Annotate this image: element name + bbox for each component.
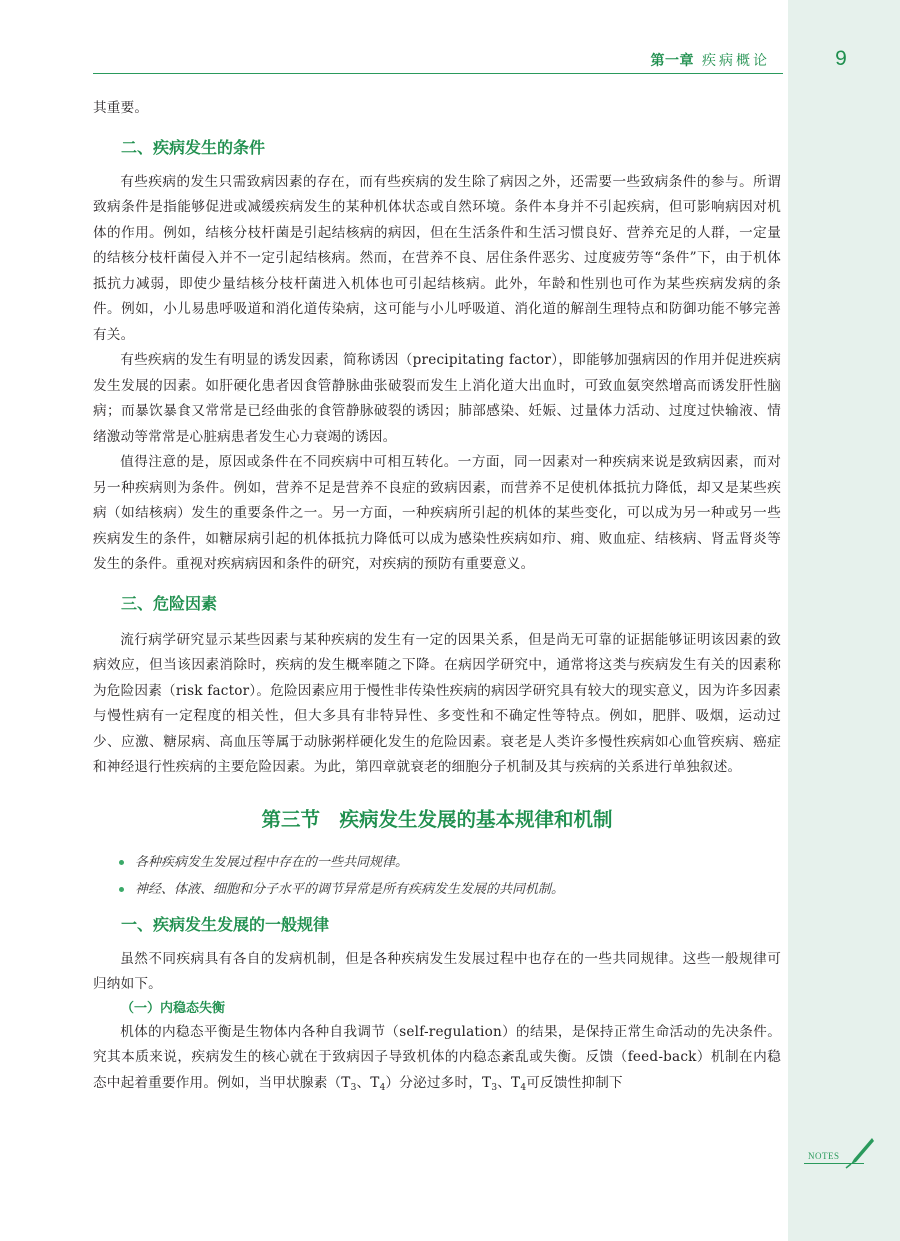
notes-label: NOTES <box>808 1151 840 1161</box>
bullet-icon <box>119 860 124 865</box>
section-title: 第三节 疾病发生发展的基本规律和机制 <box>261 807 613 831</box>
bullet-icon <box>119 887 124 892</box>
key-point: 各种疾病发生发展过程中存在的一些共同规律。 <box>119 849 781 876</box>
page-number: 9 <box>835 47 847 70</box>
running-header <box>560 50 770 70</box>
key-point: 神经、体液、细胞和分子水平的调节异常是所有疾病发生发展的共同机制。 <box>119 876 781 903</box>
paragraph: 值得注意的是，原因或条件在不同疾病中可相互转化。一方面，同一因素对一种疾病来说是致病因素，而对另一种疾病则为条件。例如，营养不足是营养不良症的致病因素，而营养不足使机体抵抗力降低，却又是某些疾病（如结核病）发生的重要条件之一。另一方面，一种疾病所引起的机体的某些变化，可以成为另一种或另一些疾病发生的条件，如糖尿病引起的机体抵抗力降低可以成为感染性疾病如疖、痈、败血症、结核病、肾盂肾炎等发生的条件。重视对疾病病因和条件的研究，对疾病的预防有重要意义。 <box>93 454 781 572</box>
chapter-number: 第一章 <box>650 53 694 69</box>
header-rule <box>93 73 783 74</box>
heading-general-rules: 一、疾病发生发展的一般规律 <box>121 914 330 934</box>
heading-conditions: 二、疾病发生的条件 <box>121 137 266 157</box>
paragraph: 有些疾病的发生有明显的诱发因素，简称诱因（precipitating factor），即能够加强病因的作用并促进疾病发生发展的因素。如肝硬化患者因食管静脉曲张破裂而发生上消化道大出血时，可致血氨突然增高而诱发肝性脑病；而暴饮暴食又常常是已经曲张的食管静脉破裂的诱因；肺部感染、妊娠、过量体力活动、过度过快输液、情绪激动等常常是心脏病患者发生心力衰竭的诱因。 <box>93 352 781 445</box>
heading-homeostasis: （一）内稳态失衡 <box>121 1000 226 1016</box>
notes-marker <box>800 1135 880 1175</box>
heading-risk-factors: 三、危险因素 <box>121 593 218 613</box>
key-points-list <box>93 849 781 903</box>
pen-icon <box>842 1135 876 1169</box>
paragraph: 有些疾病的发生只需致病因素的存在，而有些疾病的发生除了病因之外，还需要一些致病条件的参与。所谓致病条件是指能够促进或减缓疾病发生的某种机体状态或自然环境。条件本身并不引起疾病，但可影响病因对机体的作用。例如，结核分枝杆菌是引起结核病的病因，但在生活条件和生活习惯良好、营养充足的人群，一定量的结核分枝杆菌侵入并不一定引起结核病。然而，在营养不良、居住条件恶劣、过度疲劳等“条件”下，由于机体抵抗力减弱，即使少量结核分枝杆菌进入机体也可引起结核病。此外，年龄和性别也可作为某些疾病发病的条件。例如，小儿易患呼吸道和消化道传染病，这可能与小儿呼吸道、消化道的解剖生理特点和防御功能不够完善有关。 <box>93 173 781 343</box>
paragraph-last: 机体的内稳态平衡是生物体内各种自我调节（self-regulation）的结果，是保持正常生命活动的先决条件。究其本质来说，疾病发生的核心就在于致病因子导致机体的内稳态紊乱或失衡。反馈（feed-back）机制在内稳态中起着重要作用。例如，当甲状腺素（$T_3$、$T_4$）分泌过多时，$T_3$、$T_4$可反馈性抑制下 <box>93 1023 781 1093</box>
paragraph: 其重要。 <box>93 100 149 116</box>
margin-band <box>788 0 900 1241</box>
paragraph: 虽然不同疾病具有各自的发病机制，但是各种疾病发生发展过程中也存在的一些共同规律。这些一般规律可归纳如下。 <box>93 950 781 992</box>
chapter-name: 疾病概论 <box>702 53 770 69</box>
paragraph: 流行病学研究显示某些因素与某种疾病的发生有一定的因果关系，但是尚无可靠的证据能够证明该因素的致病效应，但当该因素消除时，疾病的发生概率随之下降。在病因学研究中，通常将这类与疾病发生有关的因素称为危险因素（risk factor）。危险因素应用于慢性非传染性疾病的病因学研究具有较大的现实意义，因为许多因素与慢性病有一定程度的相关性，但大多具有非特异性、多变性和不确定性等特点。例如，肥胖、吸烟，运动过少、应激、糖尿病、高血压等属于动脉粥样硬化发生的危险因素。衰老是人类许多慢性疾病如心血管疾病、癌症和神经退行性疾病的主要危险因素。为此，第四章就衰老的细胞分子机制及其与疾病的关系进行单独叙述。 <box>93 631 781 775</box>
page-body <box>93 96 781 1096</box>
